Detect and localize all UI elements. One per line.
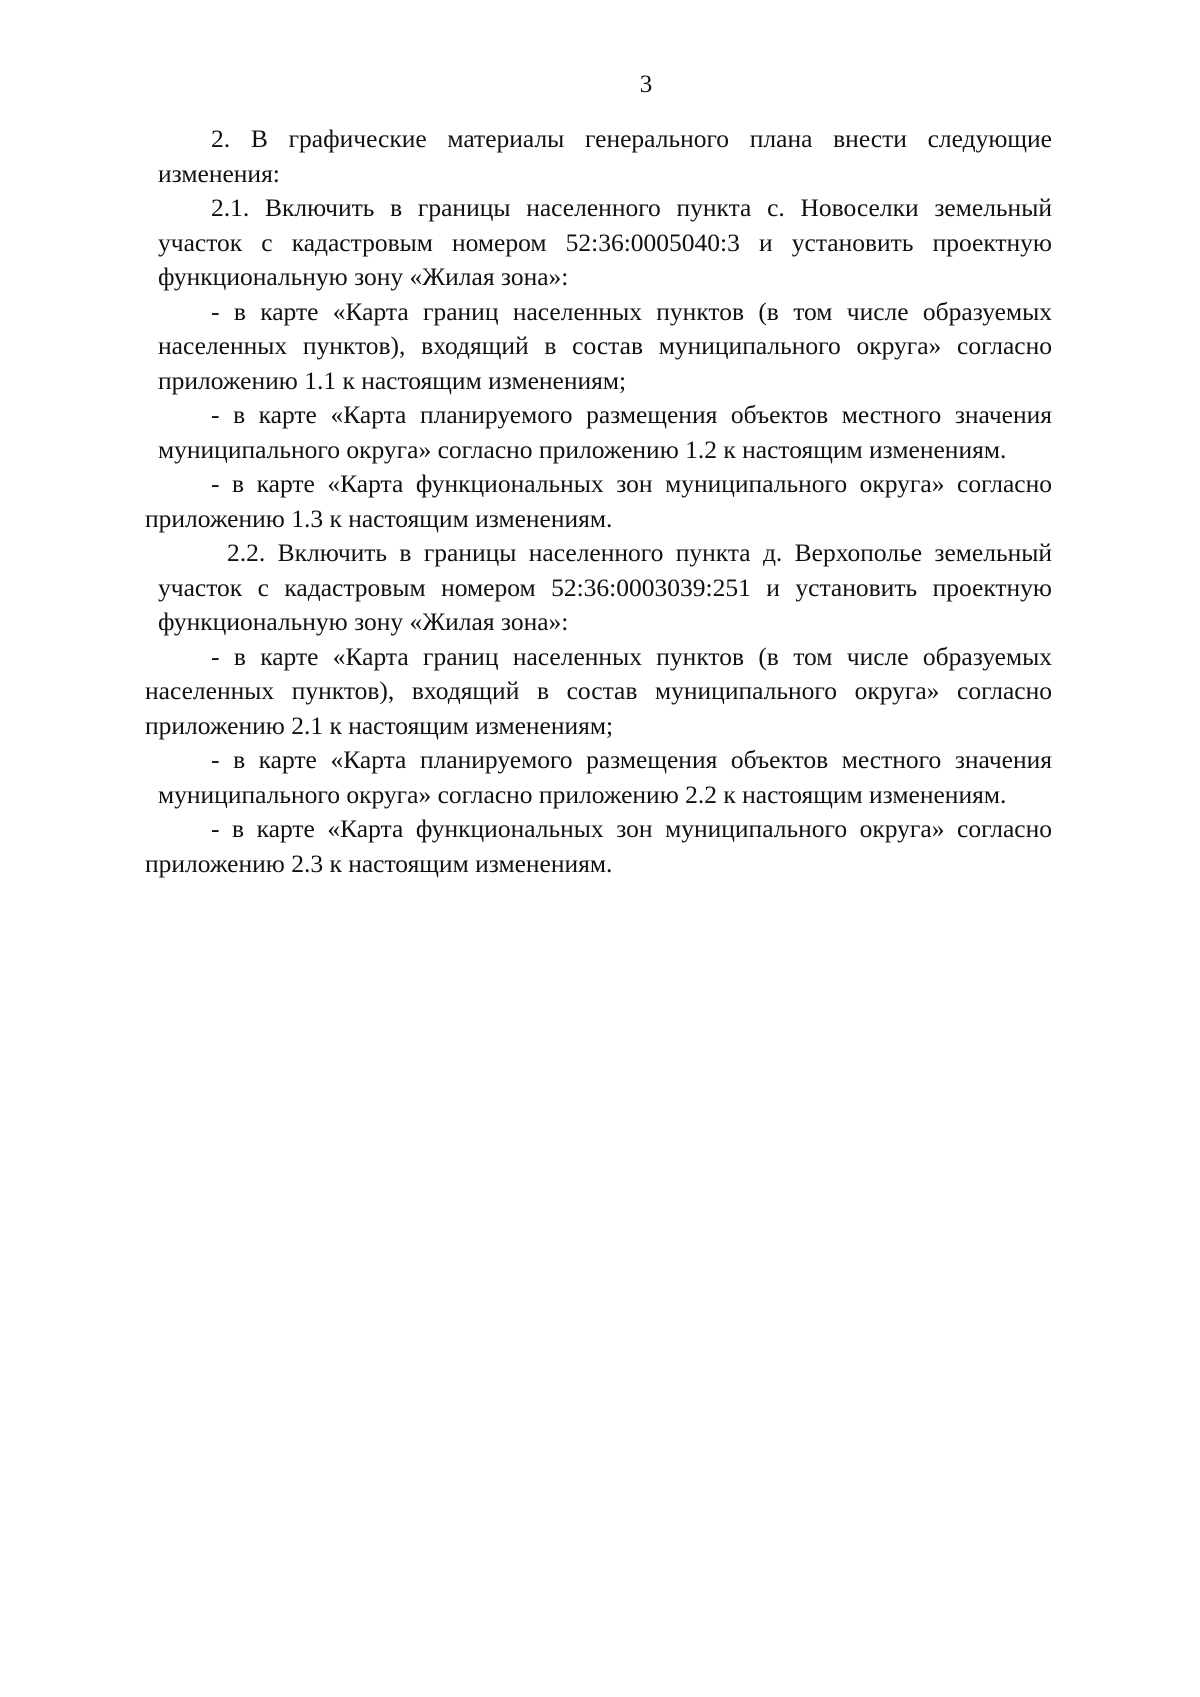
paragraph-2-2-item-2: - в карте «Карта планируемого размещения объектов местного значения муниципального округа» согласно приложению 2.2 к настоящим изменениям. [158,745,1052,809]
paragraph-line: населенных пунктов), входящий в состав муниципального округа» согласно [145,676,1052,705]
paragraph-2-2: 2.2. Включить в границы населенного пункта д. Верхополье земельный участок с кадастровым номером 52:36:0003039:251 и установить проектную функциональную зону «Жилая зона»: [158,538,1052,636]
paragraph-2-1-item-1: - в карте «Карта границ населенных пунктов (в том числе образуемых населенных пунктов), входящий в состав муниципального округа» согласно приложению 1.1 к настоящим изменениям; [158,296,1052,395]
paragraph-2-1-item-3 [145,467,1052,536]
paragraph-2-2-item-3 [145,812,1052,881]
paragraph-2-2-item-1 [145,640,1052,744]
paragraph-line: приложению 2.3 к настоящим изменениям. [145,848,613,878]
document-body [145,122,1052,881]
paragraph-line: - в карте «Карта границ населенных пунктов (в том числе образуемых [211,641,1052,671]
paragraph-line: - в карте «Карта функциональных зон муниципального округа» согласно [211,814,1052,843]
paragraph-2-1: 2.1. Включить в границы населенного пункта с. Новоселки земельный участок с кадастровым номером 52:36:0005040:3 и установить проектную функциональную зону «Жилая зона»: [158,193,1052,291]
paragraph-line: - в карте «Карта функциональных зон муниципального округа» согласно [211,469,1052,498]
paragraph-2-1-item-2: - в карте «Карта планируемого размещения объектов местного значения муниципального округа» согласно приложению 1.2 к настоящим изменениям. [158,400,1052,464]
paragraph-line: приложению 2.1 к настоящим изменениям; [145,710,614,740]
paragraph-2: 2. В графические материалы генерального плана внести следующие изменения: [158,124,1052,188]
page-number: 3 [639,71,653,98]
paragraph-line: приложению 1.3 к настоящим изменениям. [145,503,613,533]
